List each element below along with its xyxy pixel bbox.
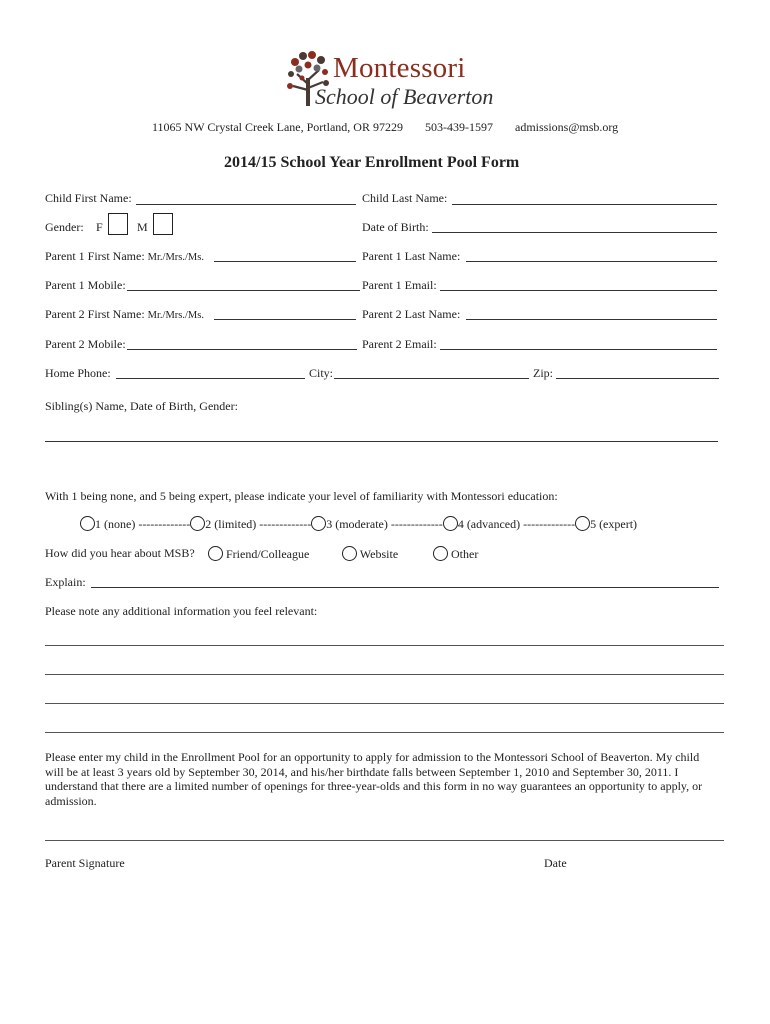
familiarity-option-1-label: 1 (none) ------------- xyxy=(95,517,191,531)
gender-m-label: M xyxy=(137,220,148,234)
parent2-email-label: Parent 2 Email: xyxy=(362,337,437,351)
radio-4-icon[interactable] xyxy=(443,516,458,531)
hear-option-website-label: Website xyxy=(359,547,399,561)
familiarity-scale xyxy=(80,516,637,532)
parent2-mobile-label: Parent 2 Mobile: xyxy=(45,337,126,351)
child-first-name-field[interactable] xyxy=(136,204,356,205)
parent2-prefix: Mr./Mrs./Ms. xyxy=(147,310,204,321)
form-title: 2014/15 School Year Enrollment Pool Form xyxy=(224,154,520,171)
hear-option-other[interactable] xyxy=(433,546,478,562)
gender-m-checkbox[interactable] xyxy=(153,213,173,235)
radio-website-icon[interactable] xyxy=(342,546,357,561)
parent1-last-name-field[interactable] xyxy=(466,261,717,262)
radio-5-icon[interactable] xyxy=(575,516,590,531)
radio-other-icon[interactable] xyxy=(433,546,448,561)
city-field[interactable] xyxy=(334,378,529,379)
parent1-mobile-field[interactable] xyxy=(127,290,360,291)
signature-line[interactable] xyxy=(45,840,724,841)
parent1-first-name-text: Parent 1 First Name: xyxy=(45,249,145,263)
city-label: City: xyxy=(309,366,334,380)
parent2-mobile-field[interactable] xyxy=(127,349,357,350)
parent1-mobile-label: Parent 1 Mobile: xyxy=(45,278,126,292)
familiarity-option-2-label: 2 (limited) ------------- xyxy=(205,517,312,531)
explain-label: Explain: xyxy=(45,575,86,589)
child-last-name-label: Child Last Name: xyxy=(362,191,448,205)
gender-label: Gender: xyxy=(45,220,84,234)
parent1-first-name-label xyxy=(45,249,204,264)
additional-info-line-2[interactable] xyxy=(45,674,724,675)
child-first-name-label: Child First Name: xyxy=(45,191,132,205)
child-last-name-field[interactable] xyxy=(452,204,717,205)
gender-f-label: F xyxy=(96,220,103,234)
zip-label: Zip: xyxy=(533,366,553,380)
additional-info-line-4[interactable] xyxy=(45,732,724,733)
parent-signature-label: Parent Signature xyxy=(45,856,125,870)
zip-field[interactable] xyxy=(556,378,719,379)
parent2-email-field[interactable] xyxy=(440,349,717,350)
hear-option-other-label: Other xyxy=(451,547,479,561)
school-address: 11065 NW Crystal Creek Lane, Portland, OR 97229 xyxy=(152,120,403,134)
familiarity-option-3-label: 3 (moderate) ------------- xyxy=(326,517,443,531)
radio-3-icon[interactable] xyxy=(311,516,326,531)
familiarity-question: With 1 being none, and 5 being expert, please indicate your level of familiarity with Montessori education: xyxy=(45,489,558,503)
radio-friend-icon[interactable] xyxy=(208,546,223,561)
parent2-first-name-label xyxy=(45,307,204,322)
parent1-first-name-field[interactable] xyxy=(214,261,356,262)
radio-1-icon[interactable] xyxy=(80,516,95,531)
familiarity-option-1[interactable] xyxy=(80,517,190,531)
enrollment-statement: Please enter my child in the Enrollment Pool for an opportunity to apply for admission to the Montessori School of Beaverton. My child will be at least 3 years old by September 30, 2014, and his/her birthdate falls between September 1, 2010 and September 30, 2011. I understand that there are a limited number of openings for three-year-olds and this form in no way guarantees an opportunity to apply, or admission. xyxy=(45,750,703,808)
home-phone-field[interactable] xyxy=(116,378,305,379)
familiarity-option-5-label: 5 (expert) xyxy=(590,517,638,531)
parent1-email-label: Parent 1 Email: xyxy=(362,278,437,292)
familiarity-option-2[interactable] xyxy=(190,517,311,531)
parent2-first-name-field[interactable] xyxy=(214,319,356,320)
additional-info-label: Please note any additional information you feel relevant: xyxy=(45,604,318,618)
hear-option-friend[interactable] xyxy=(208,546,309,562)
school-name-line2: School of Beaverton xyxy=(315,84,494,109)
date-label: Date xyxy=(544,856,567,870)
parent1-last-name-label: Parent 1 Last Name: xyxy=(362,249,461,263)
siblings-label: Sibling(s) Name, Date of Birth, Gender: xyxy=(45,399,238,413)
parent2-last-name-label: Parent 2 Last Name: xyxy=(362,307,461,321)
home-phone-label: Home Phone: xyxy=(45,366,111,380)
familiarity-option-4[interactable] xyxy=(443,517,575,531)
school-email[interactable]: admissions@msb.org xyxy=(515,120,619,134)
parent2-first-name-text: Parent 2 First Name: xyxy=(45,307,145,321)
additional-info-line-3[interactable] xyxy=(45,703,724,704)
siblings-field[interactable] xyxy=(45,441,718,442)
parent1-prefix: Mr./Mrs./Ms. xyxy=(147,252,204,263)
familiarity-option-5[interactable] xyxy=(575,517,637,531)
radio-2-icon[interactable] xyxy=(190,516,205,531)
hear-about-question: How did you hear about MSB? xyxy=(45,546,195,560)
additional-info-line-1[interactable] xyxy=(45,645,724,646)
hear-option-website[interactable] xyxy=(342,546,398,562)
date-of-birth-field[interactable] xyxy=(432,232,717,233)
hear-option-friend-label: Friend/Colleague xyxy=(226,547,310,561)
date-of-birth-label: Date of Birth: xyxy=(362,220,429,234)
school-name-line1: Montessori xyxy=(333,52,466,84)
familiarity-option-4-label: 4 (advanced) ------------- xyxy=(457,517,576,531)
parent1-email-field[interactable] xyxy=(440,290,717,291)
explain-field[interactable] xyxy=(91,587,719,588)
familiarity-option-3[interactable] xyxy=(311,517,443,531)
school-phone: 503-439-1597 xyxy=(425,120,493,134)
gender-f-checkbox[interactable] xyxy=(108,213,128,235)
parent2-last-name-field[interactable] xyxy=(466,319,717,320)
